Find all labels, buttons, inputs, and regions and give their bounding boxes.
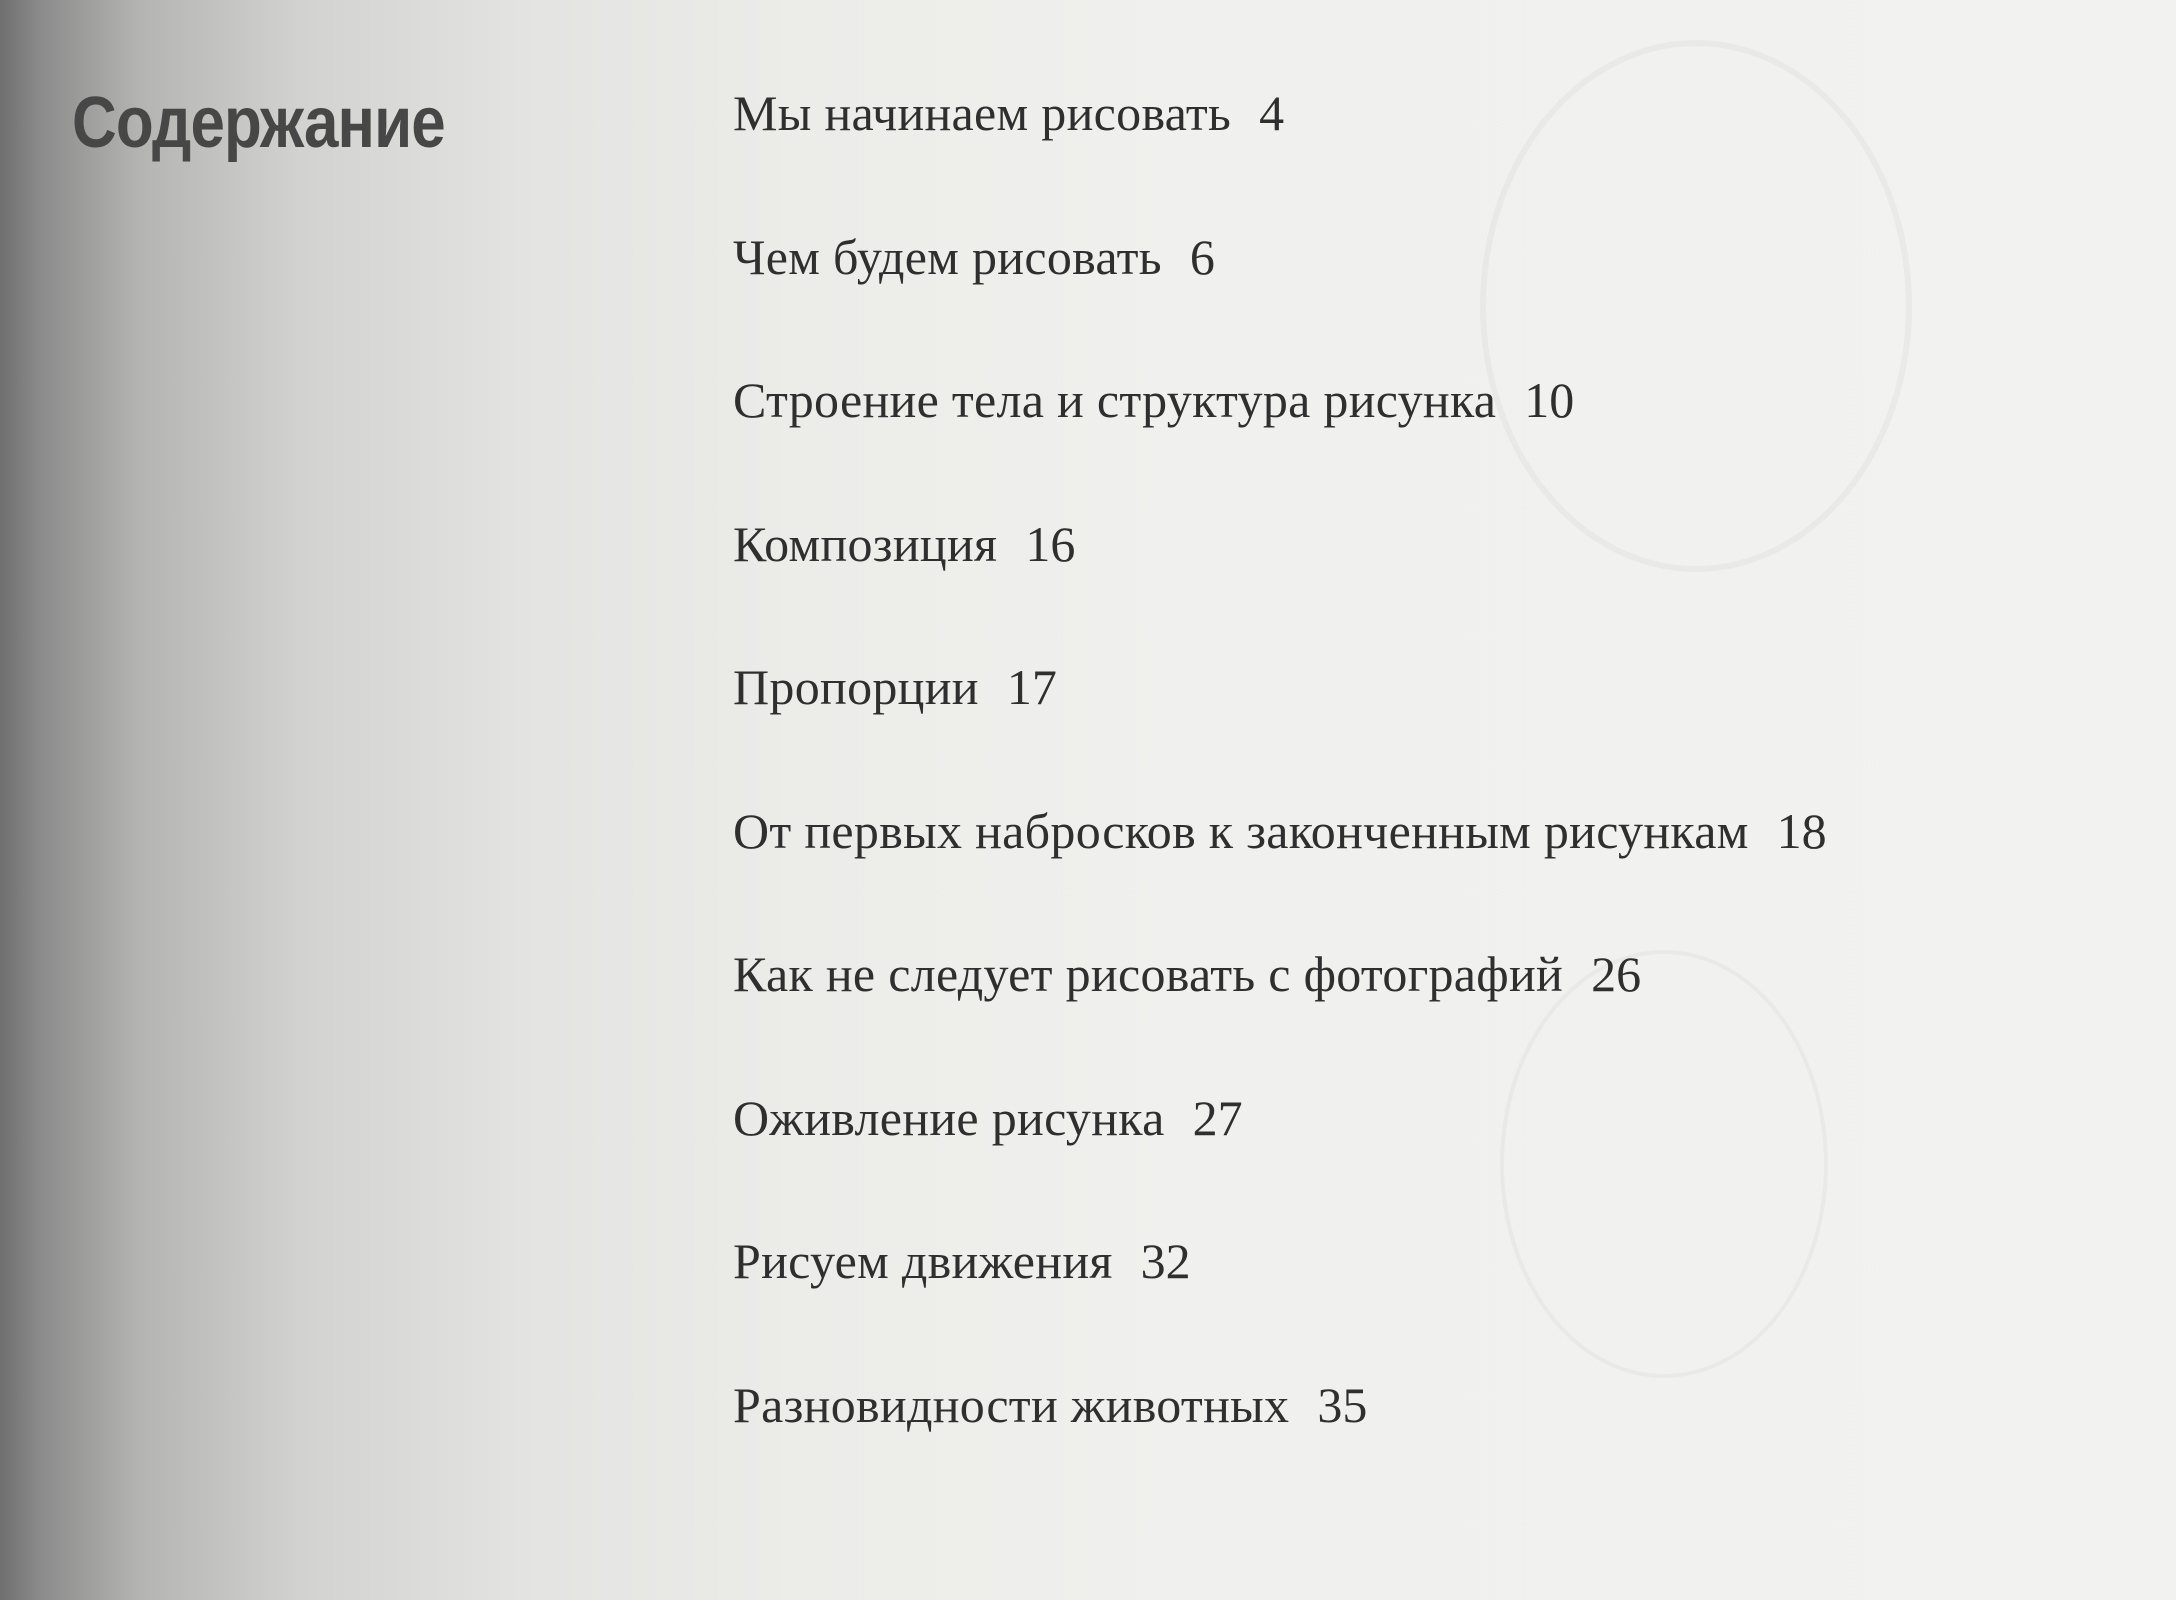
toc-entry-page: 4 bbox=[1259, 85, 1285, 141]
toc-entry bbox=[733, 1085, 1827, 1229]
toc-entry-title: От первых набросков к законченным рисункам bbox=[733, 802, 1749, 859]
toc-entry-title: Пропорции bbox=[733, 659, 979, 715]
toc-entry-title: Рисуем движения bbox=[733, 1233, 1113, 1289]
toc-entry bbox=[733, 511, 1827, 655]
toc-entry bbox=[733, 654, 1827, 798]
toc-entry-page: 10 bbox=[1524, 372, 1575, 428]
toc-entry bbox=[733, 941, 1827, 1085]
toc-entry-page: 17 bbox=[1006, 659, 1057, 715]
toc-entry-page: 6 bbox=[1189, 228, 1215, 285]
toc-entry-page: 27 bbox=[1192, 1089, 1243, 1146]
toc-entry-title: Как не следует рисовать с фотографий bbox=[733, 946, 1564, 1002]
toc-entry bbox=[733, 798, 1827, 942]
toc-entry-page: 16 bbox=[1025, 515, 1076, 572]
toc-entry-page: 32 bbox=[1140, 1233, 1191, 1289]
toc-entry bbox=[733, 80, 1827, 224]
toc-entry-title: Оживление рисунка bbox=[733, 1089, 1165, 1146]
toc-entry bbox=[733, 367, 1827, 511]
toc-entry-page: 35 bbox=[1317, 1376, 1368, 1433]
toc-entry-title: Композиция bbox=[733, 515, 998, 572]
toc-entry-title: Чем будем рисовать bbox=[733, 228, 1162, 285]
toc-entry-title: Мы начинаем рисовать bbox=[733, 85, 1232, 141]
toc-entry-title: Разновидности животных bbox=[733, 1376, 1290, 1433]
toc-entry-page: 26 bbox=[1591, 946, 1642, 1002]
table-of-contents bbox=[733, 80, 1827, 1515]
toc-entry bbox=[733, 1228, 1827, 1372]
toc-entry-page: 18 bbox=[1776, 802, 1827, 859]
toc-entry-title: Строение тела и структура рисунка bbox=[733, 372, 1497, 428]
toc-entry bbox=[733, 224, 1827, 368]
toc-entry bbox=[733, 1372, 1827, 1516]
contents-heading: Содержание bbox=[72, 83, 445, 163]
